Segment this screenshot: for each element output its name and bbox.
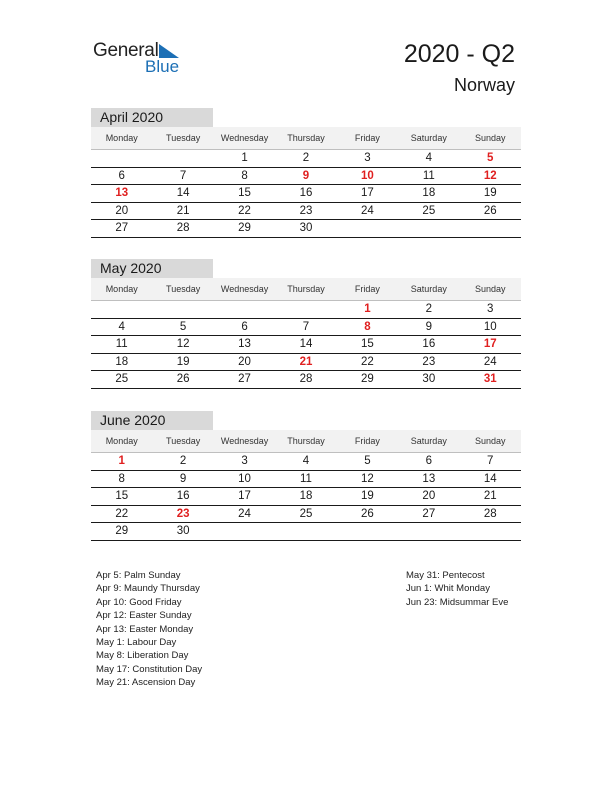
weekday-header-row: [91, 430, 521, 453]
day-cell: 12: [361, 472, 374, 485]
day-cell: 12: [483, 169, 497, 182]
weekday-label: Thursday: [287, 284, 325, 294]
day-cell: 17: [238, 490, 251, 502]
day-cell: 15: [238, 187, 251, 199]
day-cell: 24: [361, 204, 374, 217]
day-cell: 5: [364, 455, 371, 467]
weekday-label: Friday: [354, 436, 380, 446]
day-cell: 19: [361, 490, 374, 502]
week-row: [91, 185, 521, 203]
week-row: [91, 336, 521, 354]
day-cell: 11: [422, 169, 435, 182]
weekday-label: Monday: [105, 436, 138, 446]
day-cell: 24: [483, 355, 497, 368]
day-cell: 18: [299, 490, 313, 502]
day-cell: [337, 220, 398, 237]
week-row: [91, 453, 521, 471]
day-cell: [398, 220, 459, 237]
day-cell: 22: [115, 507, 129, 520]
weekday-label: Wednesday: [220, 284, 269, 294]
day-cell: 10: [483, 320, 497, 333]
weekday-label: Tuesday: [166, 133, 201, 143]
day-cell: 21: [299, 355, 313, 368]
weekday-label: Wednesday: [220, 133, 269, 143]
day-cell: 18: [422, 187, 436, 199]
day-cell: 17: [361, 187, 374, 199]
day-cell: 27: [115, 222, 129, 234]
day-cell: 26: [176, 373, 190, 385]
day-cell: 5: [179, 320, 187, 333]
day-cell: 13: [422, 472, 436, 485]
day-cell: 20: [422, 490, 436, 502]
day-cell: 23: [299, 204, 313, 217]
day-cell: 11: [115, 338, 128, 350]
week-row: [91, 371, 521, 389]
day-cell: 9: [302, 169, 310, 182]
weekday-label: Sunday: [474, 284, 506, 294]
weekday-label: Saturday: [410, 133, 447, 143]
day-cell: [398, 523, 459, 540]
day-cell: 19: [483, 187, 497, 199]
holiday-note: May 1: Labour Day: [96, 637, 177, 649]
day-cell: 13: [115, 187, 129, 199]
day-cell: 23: [422, 355, 436, 368]
day-cell: 6: [241, 320, 248, 333]
day-cell: [275, 301, 336, 318]
day-cell: 22: [238, 204, 251, 217]
day-cell: 14: [299, 338, 313, 350]
day-cell: [214, 301, 275, 318]
week-row: [91, 471, 521, 489]
week-row: [91, 488, 521, 506]
day-cell: 20: [115, 204, 129, 217]
month-title: June 2020: [91, 411, 213, 430]
day-cell: 15: [115, 490, 129, 502]
day-cell: 7: [179, 169, 187, 182]
day-cell: 26: [361, 507, 374, 520]
day-cell: 16: [176, 490, 190, 502]
day-cell: 1: [364, 303, 371, 315]
week-row: [91, 354, 521, 372]
day-cell: 23: [176, 507, 190, 520]
holiday-note: May 21: Ascension Day: [96, 677, 196, 689]
day-cell: 4: [425, 152, 433, 164]
week-row: [91, 203, 521, 221]
holiday-note: Apr 5: Palm Sunday: [96, 570, 181, 581]
weekday-label: Sunday: [474, 133, 506, 143]
day-cell: 8: [241, 169, 248, 182]
day-cell: [152, 301, 213, 318]
day-cell: [460, 523, 521, 540]
holiday-notes-left: [96, 569, 202, 690]
week-row: [91, 150, 521, 168]
day-cell: 29: [115, 525, 129, 537]
weekday-label: Thursday: [287, 436, 325, 446]
page-title: 2020 - Q2: [403, 40, 515, 68]
day-cell: 16: [422, 338, 436, 350]
holiday-note: Apr 9: Maundy Thursday: [96, 583, 200, 595]
day-cell: 27: [422, 507, 436, 520]
holiday-note: Jun 23: Midsummar Eve: [406, 596, 509, 608]
weekday-label: Friday: [354, 284, 380, 294]
day-cell: 25: [422, 204, 436, 217]
holiday-note: Apr 13: Easter Monday: [96, 623, 194, 635]
day-cell: 29: [238, 222, 251, 234]
weekday-label: Tuesday: [166, 436, 201, 446]
weekday-label: Tuesday: [166, 284, 201, 294]
day-cell: 12: [176, 338, 190, 350]
day-cell: 3: [241, 455, 248, 467]
logo-word-general: General: [93, 40, 159, 61]
day-cell: 20: [238, 355, 251, 368]
holiday-note: May 8: Liberation Day: [96, 650, 189, 662]
day-cell: 24: [238, 507, 251, 520]
day-cell: 28: [299, 373, 313, 385]
week-row: [91, 523, 521, 541]
day-cell: 5: [487, 152, 494, 164]
day-cell: 3: [364, 152, 371, 164]
holiday-note: Jun 1: Whit Monday: [406, 583, 490, 595]
day-cell: 11: [300, 472, 312, 485]
week-row: [91, 168, 521, 186]
day-cell: 16: [299, 187, 313, 199]
day-cell: 17: [483, 338, 497, 350]
weekday-label: Wednesday: [220, 436, 269, 446]
day-cell: [275, 523, 336, 540]
holiday-notes-right: [406, 569, 508, 609]
day-cell: 8: [118, 472, 125, 485]
day-cell: 9: [425, 320, 433, 333]
day-cell: 14: [483, 472, 497, 485]
day-cell: 30: [422, 373, 436, 385]
day-cell: 2: [425, 303, 433, 315]
generalblue-logo: [93, 40, 193, 80]
day-cell: 31: [483, 373, 497, 385]
holiday-note: Apr 10: Good Friday: [96, 596, 182, 608]
weekday-label: Saturday: [410, 436, 447, 446]
day-cell: [214, 523, 275, 540]
weekday-label: Monday: [105, 133, 138, 143]
day-cell: [91, 301, 152, 318]
month-title: April 2020: [91, 108, 213, 127]
week-row: [91, 506, 521, 524]
day-cell: 3: [487, 303, 494, 315]
weekday-label: Thursday: [287, 133, 325, 143]
day-cell: [460, 220, 521, 237]
week-row: [91, 301, 521, 319]
day-cell: 6: [425, 455, 433, 467]
day-cell: 18: [115, 355, 129, 368]
holiday-note: May 31: Pentecost: [406, 570, 485, 581]
day-cell: [152, 150, 213, 167]
day-cell: 26: [483, 204, 497, 217]
day-cell: 28: [176, 222, 190, 234]
month-calendar-april: [91, 108, 521, 238]
day-cell: 7: [487, 455, 494, 467]
weekday-label: Monday: [105, 284, 138, 294]
day-cell: [337, 523, 398, 540]
day-cell: 7: [302, 320, 310, 333]
country-label: Norway: [453, 75, 515, 95]
weekday-label: Saturday: [410, 284, 447, 294]
month-calendar-june: [91, 411, 521, 541]
day-cell: 13: [238, 338, 251, 350]
logo-word-blue: Blue: [145, 57, 180, 76]
day-cell: 14: [176, 187, 190, 199]
day-cell: 4: [302, 455, 310, 467]
day-cell: 19: [176, 355, 190, 368]
holiday-note: May 17: Constitution Day: [96, 663, 203, 675]
month-title: May 2020: [91, 259, 213, 278]
day-cell: 4: [118, 320, 125, 333]
weekday-header-row: [91, 278, 521, 301]
day-cell: 25: [299, 507, 313, 520]
day-cell: 6: [118, 169, 125, 182]
month-calendar-may: [91, 259, 521, 389]
day-cell: 21: [176, 204, 190, 217]
holiday-note: Apr 12: Easter Sunday: [96, 610, 192, 622]
day-cell: 1: [118, 455, 125, 467]
day-cell: 25: [115, 373, 129, 385]
day-cell: 22: [361, 355, 374, 368]
day-cell: 8: [364, 320, 371, 333]
weekday-label: Friday: [354, 133, 380, 143]
day-cell: 10: [238, 472, 251, 485]
day-cell: 29: [361, 373, 374, 385]
day-cell: 27: [238, 373, 251, 385]
day-cell: 28: [483, 507, 497, 520]
day-cell: 30: [176, 525, 190, 537]
day-cell: 21: [483, 490, 497, 502]
day-cell: 2: [302, 152, 310, 164]
weekday-header-row: [91, 127, 521, 150]
day-cell: 1: [241, 152, 248, 164]
day-cell: 9: [179, 472, 187, 485]
day-cell: 30: [299, 222, 313, 234]
day-cell: 2: [179, 455, 187, 467]
day-cell: 15: [361, 338, 374, 350]
day-cell: [91, 150, 152, 167]
week-row: [91, 319, 521, 337]
day-cell: 10: [361, 169, 374, 182]
weekday-label: Sunday: [474, 436, 506, 446]
week-row: [91, 220, 521, 238]
